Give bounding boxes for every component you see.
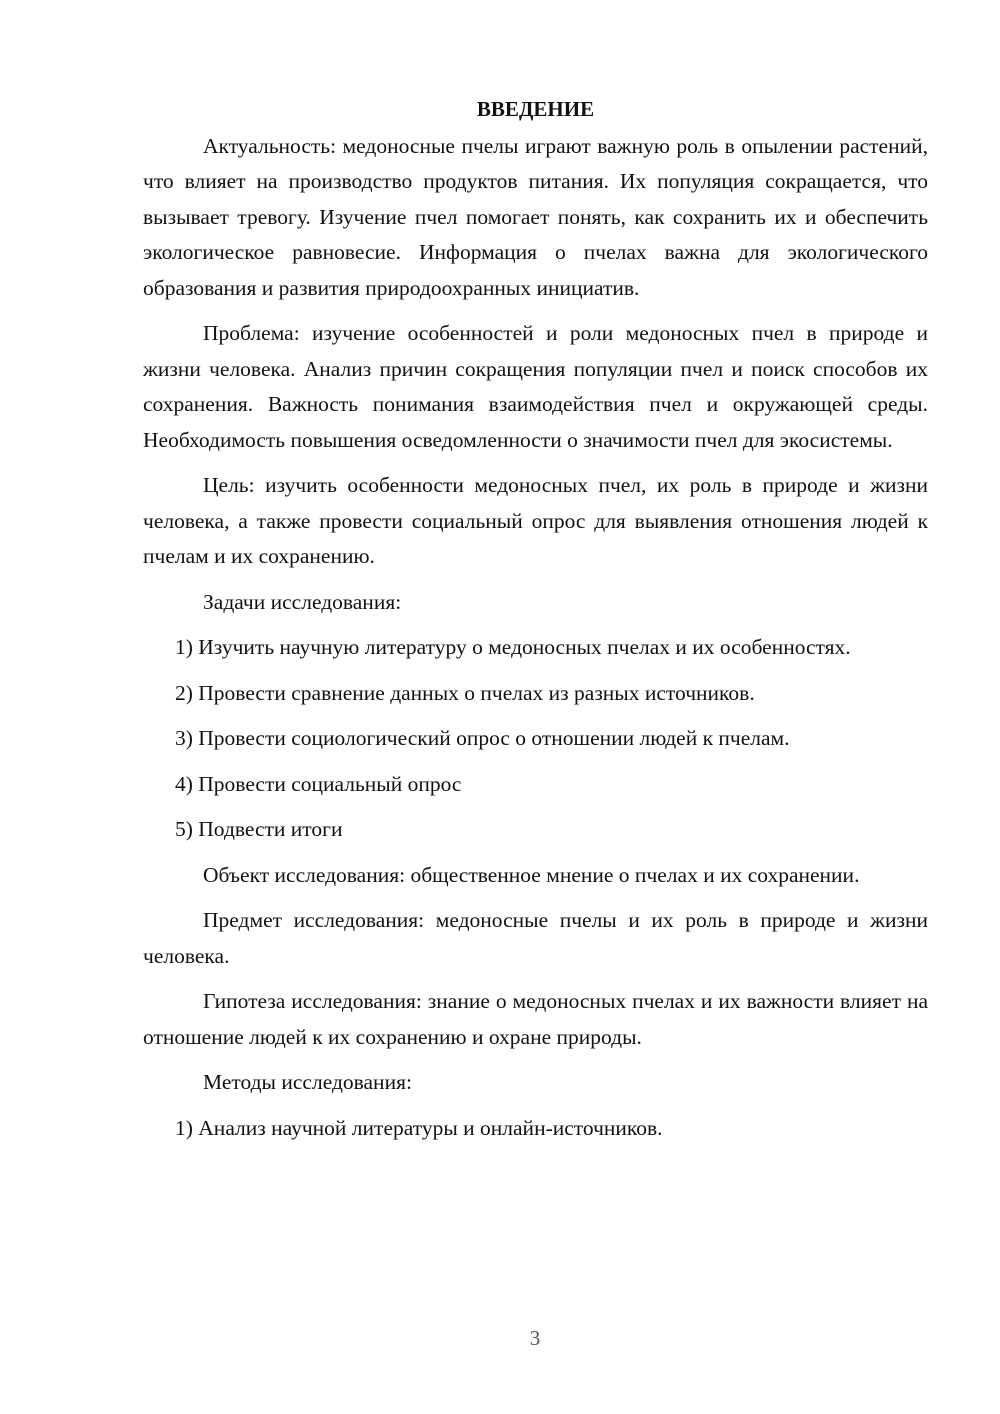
section-title: ВВЕДЕНИЕ — [476, 97, 595, 121]
method-item-1: 1) Анализ научной литературы и онлайн-источников. — [175, 1115, 663, 1140]
task-item-2: 2) Провести сравнение данных о пчелах из разных источников. — [175, 680, 755, 705]
task-item-4: 4) Провести социальный опрос — [175, 771, 462, 796]
tasks-heading: Задачи исследования: — [203, 589, 402, 614]
paragraph-goal: Цель: изучить особенности медоносных пчел, их роль в природе и жизни человека, а также провести социальный опрос для выявления отношения людей к пчелам и их сохранению. — [143, 473, 928, 568]
document-page — [143, 92, 928, 1156]
methods-heading: Методы исследования: — [203, 1070, 412, 1094]
task-item-3: 3) Провести социологический опрос о отношении людей к пчелам. — [175, 726, 790, 750]
paragraph-object: Объект исследования: общественное мнение о пчелах и их сохранении. — [203, 862, 860, 887]
paragraph-problem: Проблема: изучение особенностей и роли медоносных пчел в природе и жизни человека. Анализ причин сокращения популяции пчел и поиск способов их сохранения. Важность понимания взаимодействия пчел и окружающей среды. Необходимость повышения осведомленности о значимости пчел для экосистемы. — [143, 321, 928, 452]
task-item-1: 1) Изучить научную литературу о медоносных пчелах и их особенностях. — [175, 635, 851, 659]
paragraph-relevance: Актуальность: медоносные пчелы играют важную роль в опылении растений, что влияет на производство продуктов питания. Их популяция сокращается, что вызывает тревогу. Изучение пчел помогает понять, как сохранить их и обеспечить экологическое равновесие. Информация о пчелах важна для экологического образования и развития природоохранных инициатив. — [143, 133, 928, 300]
paragraph-hypothesis: Гипотеза исследования: знание о медоносных пчелах и их важности влияет на отношение людей к их сохранению и охране природы. — [143, 989, 928, 1049]
page-number: 3 — [529, 1326, 541, 1350]
paragraph-subject: Предмет исследования: медоносные пчелы и их роль в природе и жизни человека. — [143, 908, 928, 968]
task-item-5: 5) Подвести итоги — [175, 817, 343, 841]
